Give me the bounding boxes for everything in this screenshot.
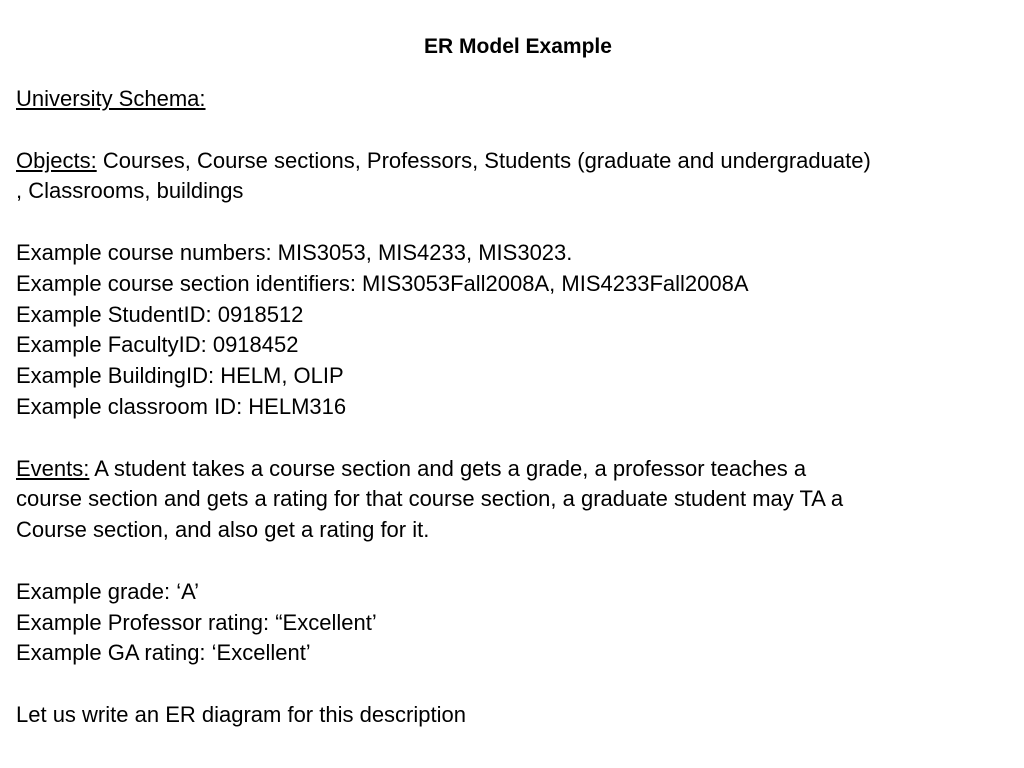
spacer xyxy=(16,207,1020,238)
spacer xyxy=(16,115,1020,146)
objects-text-1: Courses, Course sections, Professors, Students (graduate and undergraduate) xyxy=(96,147,871,173)
events-line-2: course section and gets a rating for that course section, a graduate student may TA a xyxy=(16,486,844,512)
slide-body xyxy=(16,84,1020,731)
spacer xyxy=(16,423,1020,454)
example-classroom-id: Example classroom ID: HELM316 xyxy=(16,393,347,419)
events-line-3: Course section, and also get a rating for it. xyxy=(16,517,430,543)
schema-heading: University Schema: xyxy=(16,86,206,111)
objects-line-1 xyxy=(16,146,1020,177)
example-course-numbers: Example course numbers: MIS3053, MIS4233, MIS3023. xyxy=(16,239,573,265)
example-student-id: Example StudentID: 0918512 xyxy=(16,301,304,327)
example-ga-rating: Example GA rating: ‘Excellent’ xyxy=(16,640,311,666)
events-label: Events: xyxy=(16,455,90,481)
spacer xyxy=(16,669,1020,700)
example-professor-rating: Example Professor rating: “Excellent’ xyxy=(16,609,377,635)
example-building-id: Example BuildingID: HELM, OLIP xyxy=(16,363,344,389)
objects-label: Objects: xyxy=(16,147,97,173)
example-faculty-id: Example FacultyID: 0918452 xyxy=(16,332,299,358)
slide-title: ER Model Example xyxy=(424,35,612,58)
spacer xyxy=(16,546,1020,577)
closing-line: Let us write an ER diagram for this description xyxy=(16,701,466,727)
objects-line-2: , Classrooms, buildings xyxy=(16,178,244,204)
example-section-identifiers: Example course section identifiers: MIS3053Fall2008A, MIS4233Fall2008A xyxy=(16,270,749,296)
events-text-1: A student takes a course section and gets a grade, a professor teaches a xyxy=(89,455,807,481)
events-line-1 xyxy=(16,454,1020,485)
example-grade: Example grade: ‘A’ xyxy=(16,578,200,604)
